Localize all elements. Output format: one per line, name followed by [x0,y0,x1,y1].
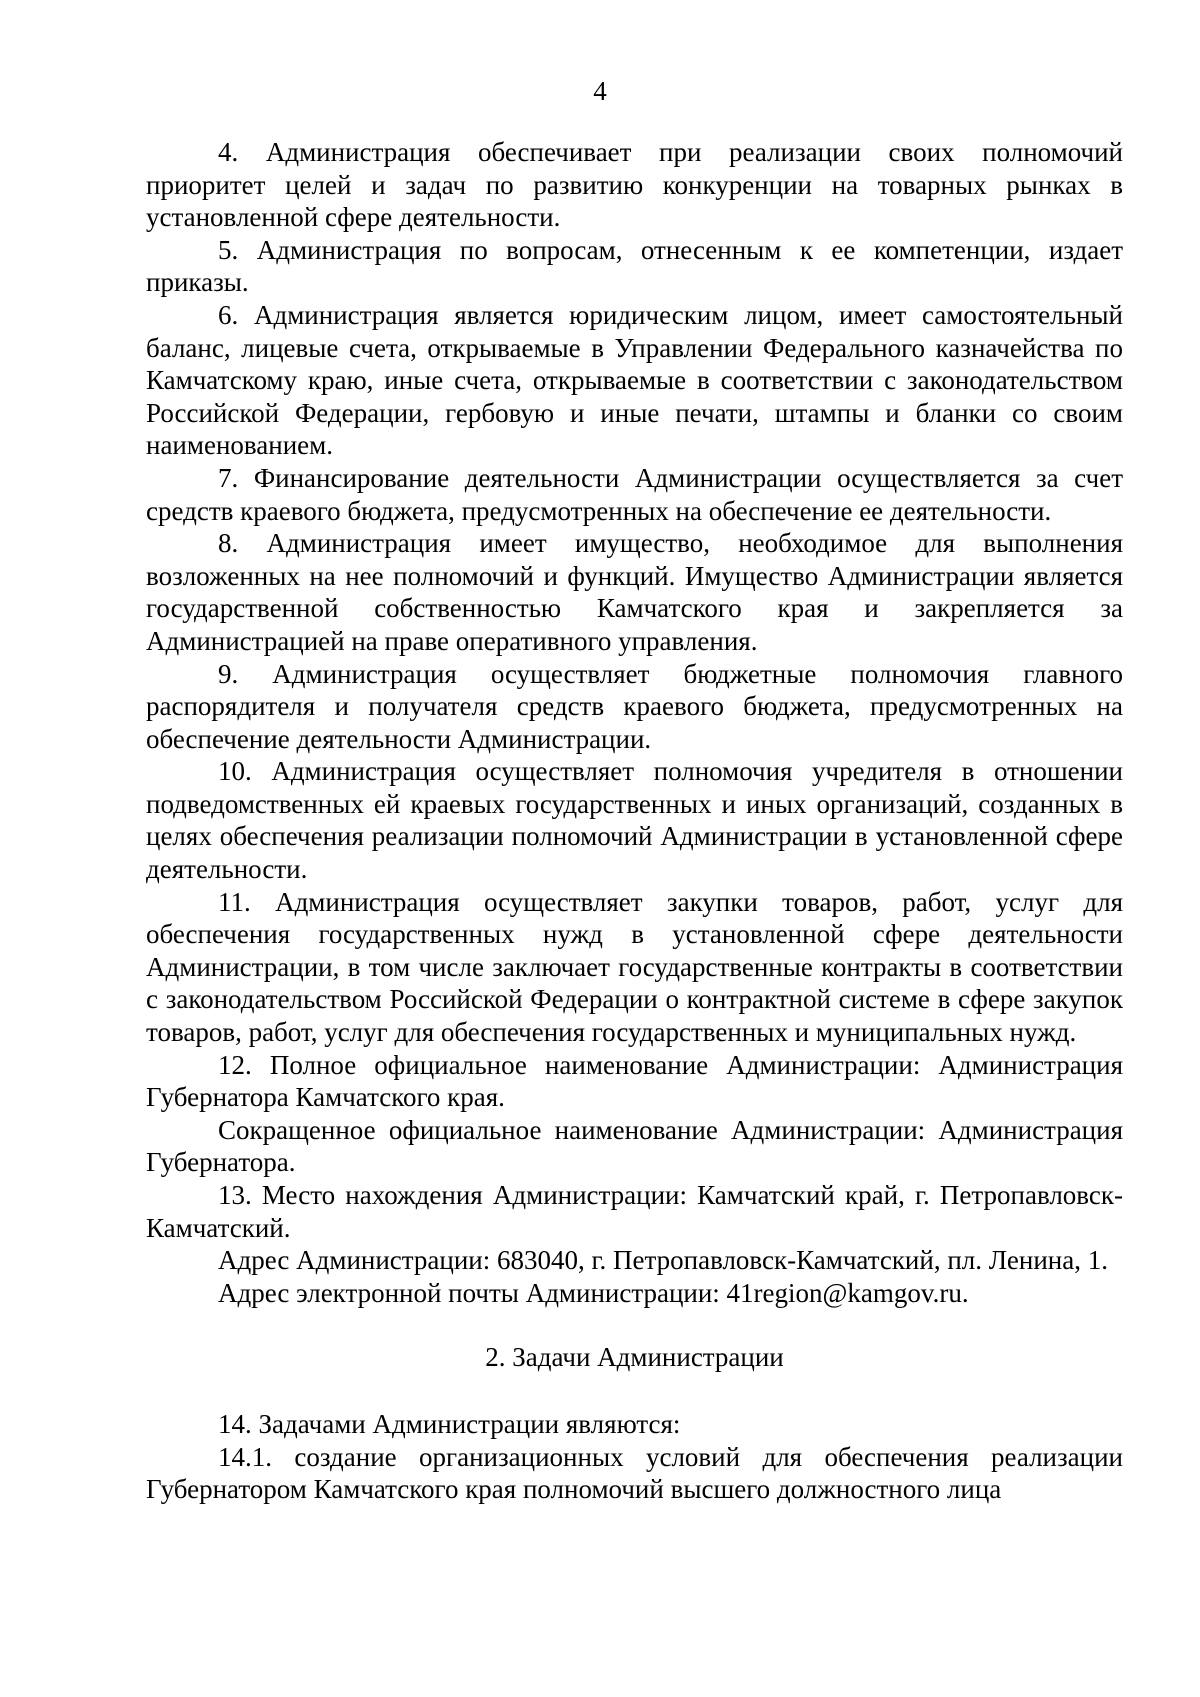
paragraph-10: 10. Администрация осуществляет полномочия учредителя в отношении подведомственных ей краевых государственных и иных организаций, созданных в целях обеспечения реализации полномочий Администрации в установленной сфере деятельности. [146,756,1123,885]
paragraph-9: 9. Администрация осуществляет бюджетные полномочия главного распорядителя и получателя средств краевого бюджета, предусмотренных на обеспечение деятельности Администрации. [146,658,1123,754]
paragraph-14: 14. Задачами Администрации являются: [218,1408,681,1439]
paragraph-12: 12. Полное официальное наименование Администрации: Администрация Губернатора Камчатского края. [146,1049,1123,1113]
paragraph-7: 7. Финансирование деятельности Администрации осуществляется за счет средств краевого бюджета, предусмотренных на обеспечение ее деятельности. [146,462,1123,526]
document-body [146,136,1123,1506]
paragraph-13: 13. Место нахождения Администрации: Камчатский край, г. Петропавловск-Камчатский. [146,1180,1123,1243]
page-number: 4 [593,76,607,106]
paragraph-11: 11. Администрация осуществляет закупки товаров, работ, услуг для обеспечения государственных нужд в установленной сфере деятельности Администрации, в том числе заключает государственные контракты в соответствии с законодательством Российской Федерации о контрактной системе в сфере закупок товаров, работ, услуг для обеспечения государственных и муниципальных нужд. [146,886,1123,1048]
paragraph-5: 5. Администрация по вопросам, отнесенным к ее компетенции, издает приказы. [146,234,1123,298]
paragraph-short-name: Сокращенное официальное наименование Администрации: Администрация Губернатора. [146,1114,1123,1178]
paragraph-8: 8. Администрация имеет имущество, необходимое для выполнения возложенных на нее полномочий и функций. Имущество Администрации является государственной собственностью Камчатского края и закрепляется за Администрацией на праве оперативного управления. [146,528,1123,656]
paragraph-6: 6. Администрация является юридическим лицом, имеет самостоятельный баланс, лицевые счета, открываемые в Управлении Федерального казначейства по Камчатскому краю, иные счета, открываемые в соответствии с законодательством Российской Федерации, гербовую и иные печати, штампы и бланки со своим наименованием. [146,299,1123,461]
section-heading: 2. Задачи Администрации [485,1342,784,1373]
paragraph-14-1: 14.1. создание организационных условий для обеспечения реализации Губернатором Камчатского края полномочий высшего должностного лица [146,1441,1123,1505]
paragraph-email: Адрес электронной почты Администрации: 41region@kamgov.ru. [218,1277,969,1308]
paragraph-address: Адрес Администрации: 683040, г. Петропавловск-Камчатский, пл. Ленина, 1. [218,1245,1108,1276]
paragraph-4: 4. Администрация обеспечивает при реализации своих полномочий приоритет целей и задач по развитию конкуренции на товарных рынках в установленной сфере деятельности. [146,137,1123,233]
